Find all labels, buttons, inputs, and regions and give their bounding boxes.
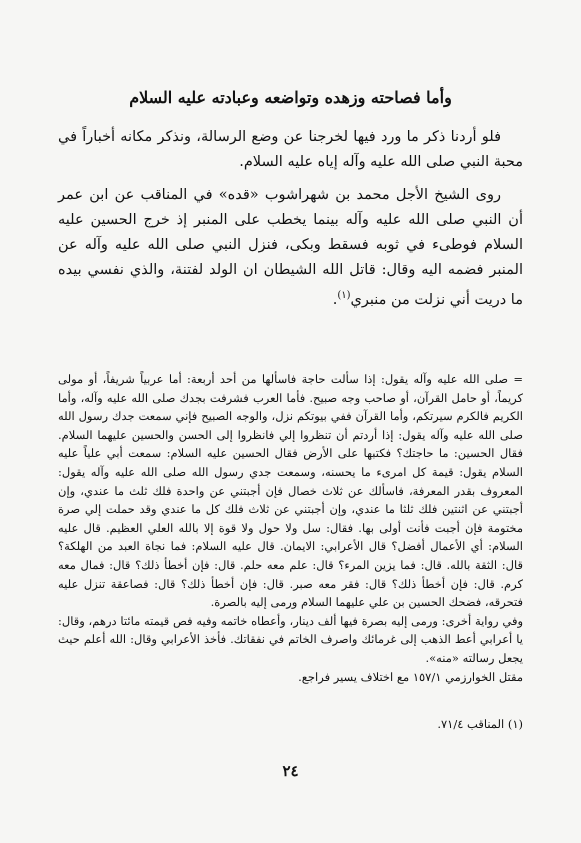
paragraph-2-text: روى الشيخ الأجل محمد بن شهراشوب «قده» في المناقب عن ابن عمر أن النبي صلى الله عليه وآله بينما يخطب على المنبر إذ خرج الحسين عليه السلام فوطىء في ثوبه فسقط وبكى، فنزل النبي صلى الله عليه وآله عن المنبر فضمه اليه وقال: قاتل الله الشيطان ان الولد لفتنة، والذي نفسي بيده ما دريت أني نزلت من منبري: [58, 187, 523, 308]
paragraph-1: فلو أردنا ذكر ما ورد فيها لخرجنا عن وضع الرسالة، ونذكر مكانه أخباراً في محبة النبي صلى الله عليه وآله إياه عليه السلام.: [58, 129, 523, 170]
paragraph-2-end: .: [332, 291, 338, 308]
footnote-source: مقتل الخوارزمي ١٥٧/١ مع اختلاف يسير فراجع.: [298, 669, 523, 684]
section-heading: وأما فصاحته وزهده وتواضعه وعبادته عليه السلام: [129, 88, 452, 107]
paragraph-2: [58, 183, 523, 313]
footnote-other-narration: وفي رواية أخرى: ورمى إليه بصرة فيها ألف دينار، وأعطاه خاتمه وفيه فص قيمته مائتا درهم، وقال: يا أعرابي أعط الذهب إلى غرمائك واصرف الخاتم في نفقاتك. فأخذ الأعرابي وقال: الله أعلم حيث يجعل رسالته «منه».: [58, 613, 523, 665]
footnote-continuation: = صلى الله عليه وآله يقول: إذا سألت حاجة فاسألها من أحد أربعة: أما عربياً شريفاً، أو مولى كريماً، أو حامل القرآن، أو صاحب وجه صبيح. فأما العرب فشرفت بجدك صلى الله عليه وآله، وأما الكريم فالكرم سيرتكم، وأما القرآن ففي بيوتكم نزل، والوجه الصبيح فإني سمعت جدك رسول الله صلى الله عليه وآله يقول: إذا أردتم أن تنظروا إلي فانظروا إلى الحسن والحسين عليهما السلام. فقال الحسين: ما حاجتك؟ فكتبها على الأرض فقال الحسين عليه السلام: سمعت أبي علياً عليه السلام يقول: قيمة كل امرىء ما يحسنه، وسمعت جدي رسول الله صلى الله عليه وآله يقول: المعروف بقدر المعرفة، فاسألك عن ثلاث خصال فإن أجبتني عن واحدة فلك ثلث ما عندي، وإن أجبتني عن اثنتين فلك ثلثا ما عندي، وإن أجبتني عن ثلاث فلك كل ما عندي وقد حملت إلي صرة مختومة فإن أجبت فأنت أولى بها. فقال: سل ولا حول ولا قوة إلا بالله العلي العظيم. قال عليه السلام: أي الأعمال أفضل؟ قال الأعرابي: الايمان. قال عليه السلام: فما نجاة العبد من الهلكة؟ قال: الثقة بالله. قال: فما يزين المرء؟ قال: علم معه حلم. قال: فإن أخطأ ذلك؟ قال: فمال معه كرم. قال: فإن أخطأ ذلك؟ قال: فقر معه صبر. قال: فإن أخطأ ذلك؟ قال: فصاعقة تنزل عليه فتحرقه، فضحك الحسين بن علي عليهما السلام ورمى إليه بالصرة.: [58, 372, 523, 610]
footnotes-block: [58, 370, 523, 686]
footnote-reference: (١) المناقب ٧١/٤.: [437, 717, 523, 731]
footnote-marker: (١): [337, 290, 351, 301]
page-number: ٢٤: [282, 762, 299, 780]
